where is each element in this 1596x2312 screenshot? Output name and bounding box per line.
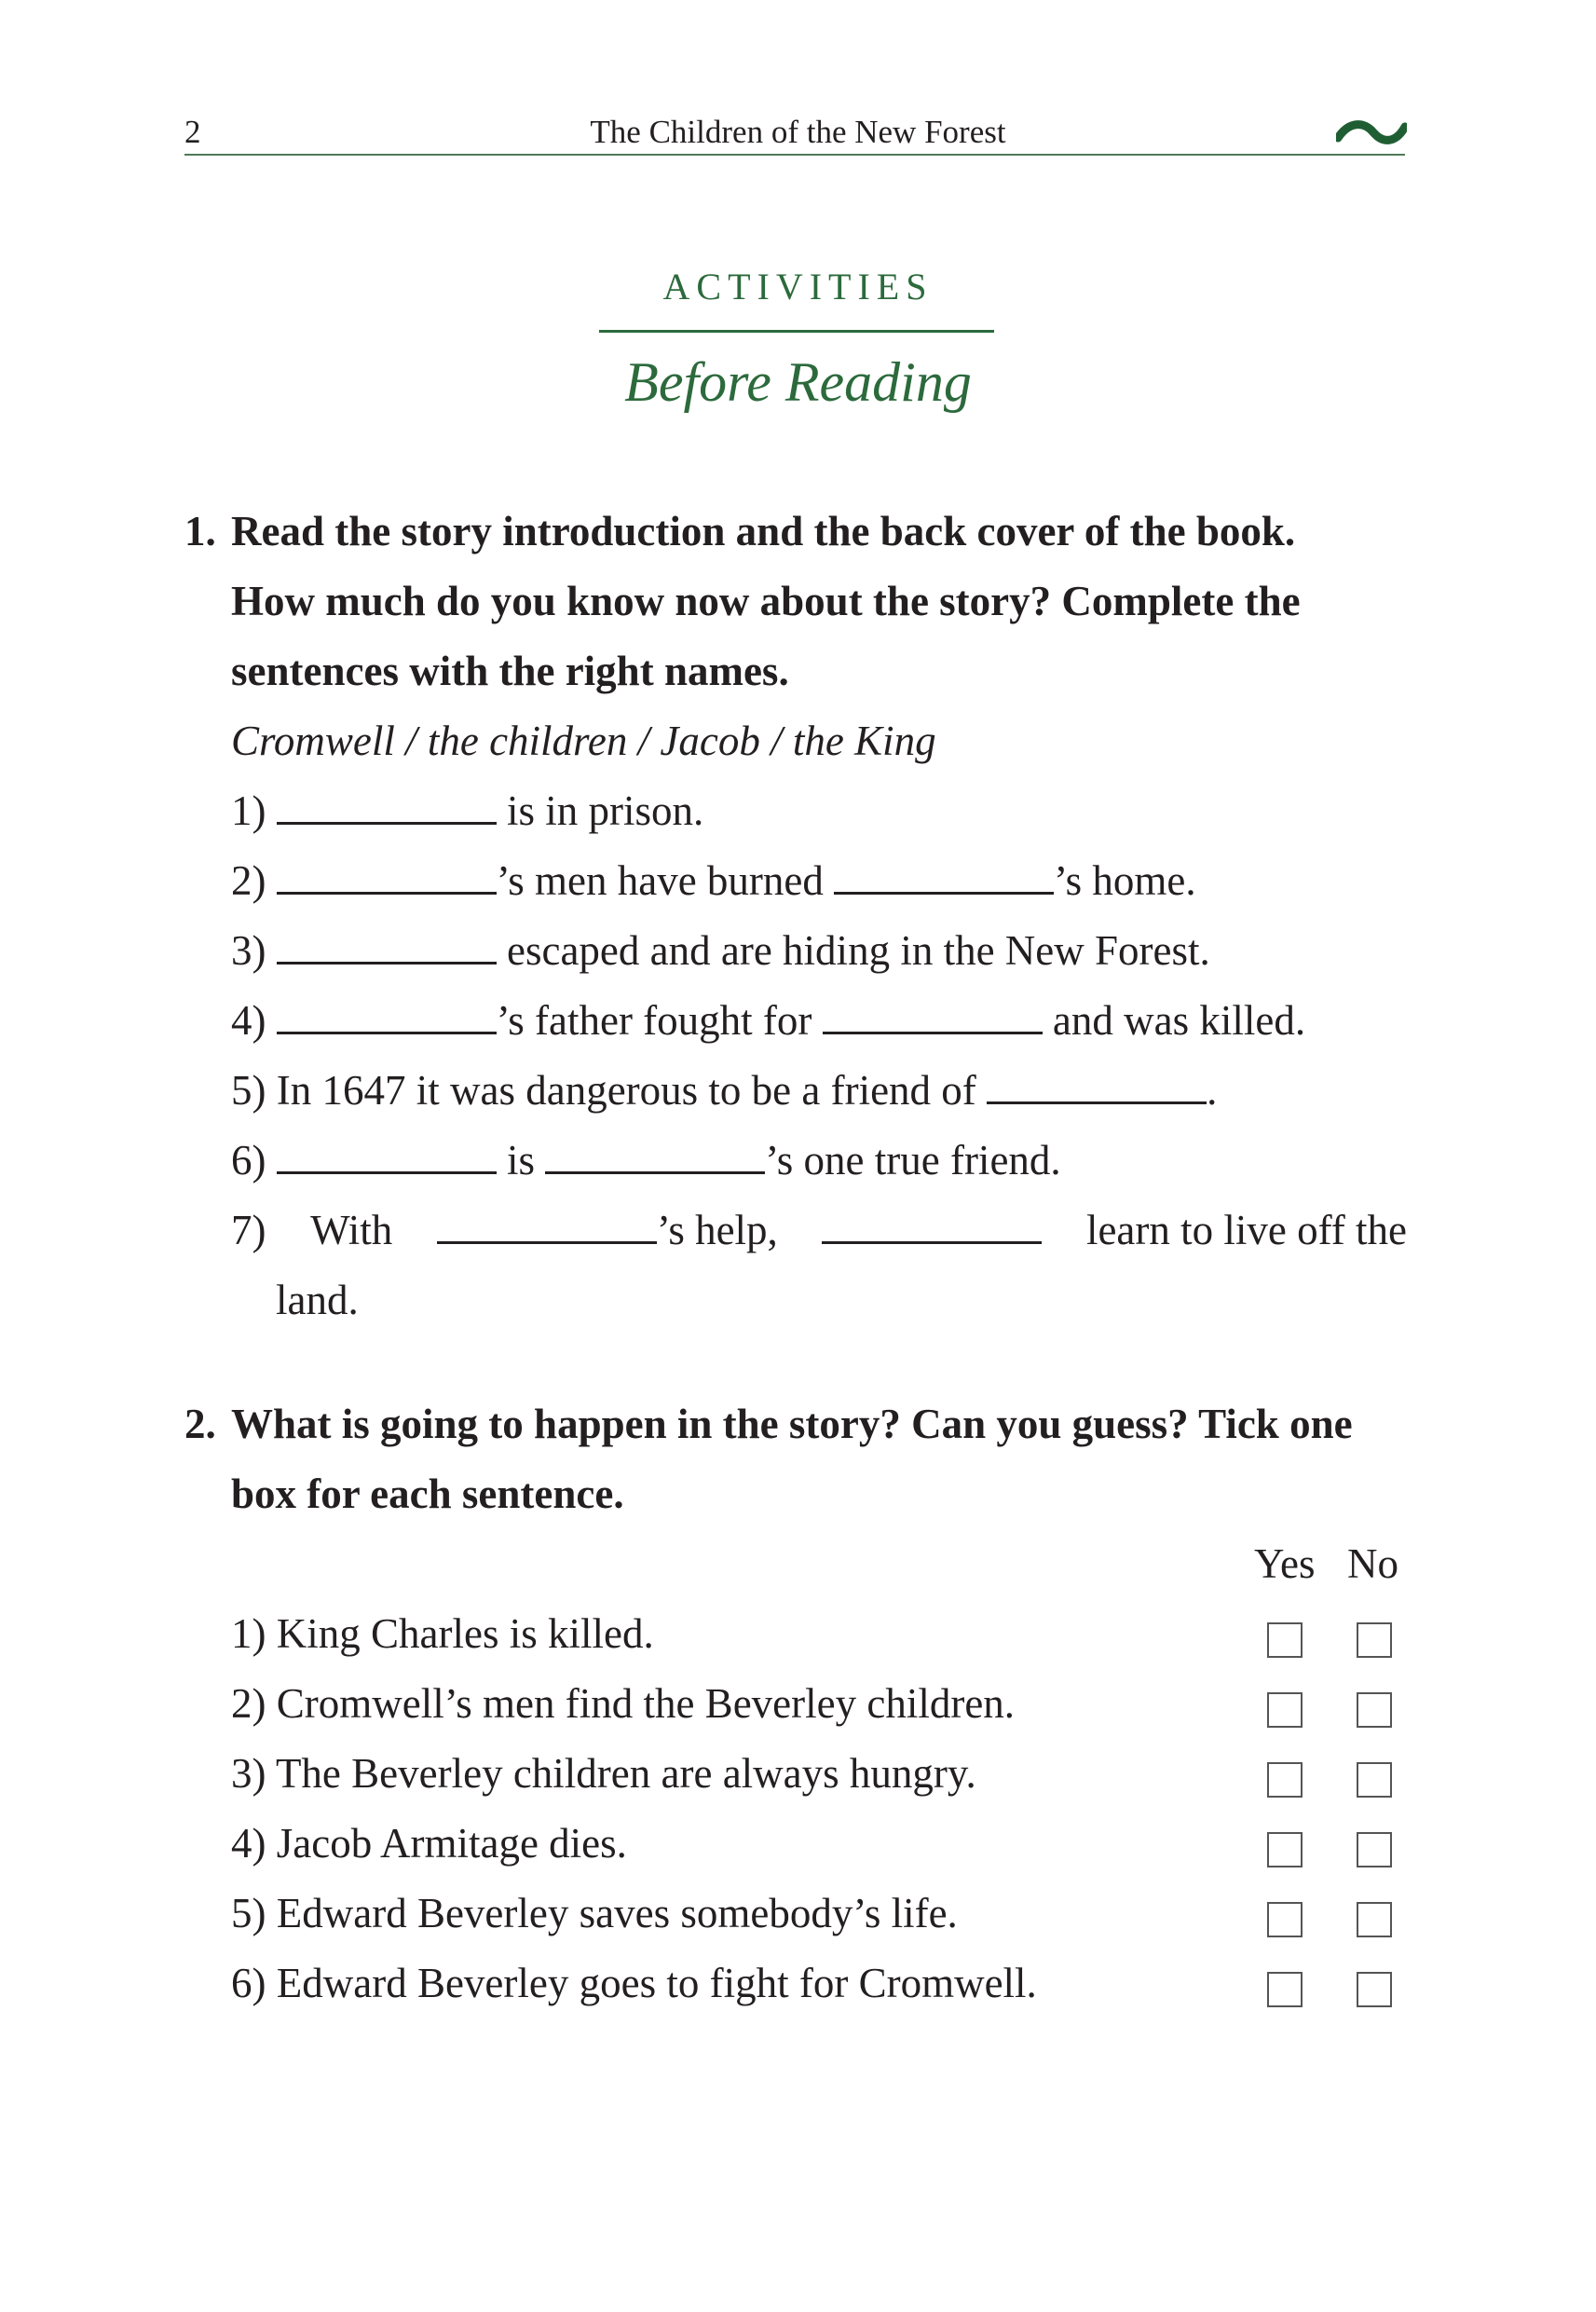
section-title: Before Reading	[624, 351, 972, 413]
item-number: 4)	[231, 1820, 266, 1867]
question-1-line-2: How much do you know now about the story? Complete the	[231, 578, 1301, 624]
answer-blank[interactable]	[277, 996, 497, 1034]
section-rule	[599, 330, 994, 333]
q1-item-3	[231, 926, 1210, 975]
question-1-line-3: sentences with the right names.	[231, 648, 789, 694]
item-text: ’s father fought for	[496, 997, 812, 1044]
answer-blank[interactable]	[823, 996, 1043, 1034]
yes-checkbox[interactable]	[1267, 1692, 1303, 1728]
yes-checkbox[interactable]	[1267, 1622, 1303, 1658]
item-number: 3)	[231, 927, 266, 974]
q1-item-7-continuation: land.	[276, 1277, 359, 1323]
item-number: 5)	[231, 1067, 266, 1114]
q1-item-2	[231, 856, 1196, 905]
item-number: 4)	[231, 997, 266, 1044]
q1-item-5	[231, 1066, 1217, 1115]
item-number: 2)	[231, 857, 266, 904]
yes-checkbox[interactable]	[1267, 1972, 1303, 2007]
item-number: 1)	[231, 787, 266, 834]
item-text: Jacob Armitage dies.	[276, 1820, 627, 1867]
item-text: The Beverley children are always hungry.	[275, 1750, 976, 1797]
tick-item	[231, 1679, 1015, 1728]
answer-blank[interactable]	[277, 926, 497, 964]
no-checkbox[interactable]	[1357, 1762, 1392, 1798]
no-checkbox[interactable]	[1357, 1692, 1392, 1728]
item-number: 7)	[231, 1207, 266, 1253]
item-text: Edward Beverley saves somebody’s life.	[276, 1890, 958, 1936]
item-text: ’s one true friend.	[765, 1137, 1061, 1183]
yes-checkbox[interactable]	[1267, 1762, 1303, 1798]
item-text: .	[1207, 1067, 1218, 1114]
header-rule	[184, 154, 1405, 156]
item-number: 6)	[231, 1960, 266, 2006]
item-text: is in prison.	[507, 787, 704, 834]
tick-item	[231, 1819, 627, 1867]
yes-column-label: Yes	[1254, 1540, 1316, 1587]
q1-item-7	[231, 1206, 1407, 1254]
name-options: Cromwell / the children / Jacob / the King	[231, 718, 936, 764]
question-1-number: 1.	[184, 508, 216, 554]
tilde-ornament-icon	[1336, 117, 1407, 149]
answer-blank[interactable]	[277, 1136, 497, 1174]
item-text: ’s help,	[656, 1207, 778, 1253]
q1-item-6	[231, 1136, 1061, 1184]
item-text: In 1647 it was dangerous to be a friend of	[276, 1067, 976, 1114]
tick-item	[231, 1609, 654, 1658]
answer-blank[interactable]	[987, 1066, 1207, 1104]
no-checkbox[interactable]	[1357, 1832, 1392, 1867]
item-text: With	[310, 1207, 393, 1253]
item-number: 1)	[231, 1610, 266, 1657]
yes-checkbox[interactable]	[1267, 1832, 1303, 1867]
running-header-title: The Children of the New Forest	[590, 114, 1006, 150]
item-text: escaped and are hiding in the New Forest.	[507, 927, 1210, 974]
item-text: and was killed.	[1052, 997, 1306, 1044]
item-text: Cromwell’s men find the Beverley children.	[276, 1680, 1016, 1727]
tick-item	[231, 1959, 1037, 2007]
item-text: King Charles is killed.	[276, 1610, 654, 1657]
no-checkbox[interactable]	[1357, 1622, 1392, 1658]
no-column-label: No	[1347, 1540, 1398, 1587]
question-1-line-1: Read the story introduction and the back cover of the book.	[231, 508, 1296, 554]
item-number: 6)	[231, 1137, 266, 1183]
item-text: is	[507, 1137, 536, 1183]
no-checkbox[interactable]	[1357, 1972, 1392, 2007]
item-text: ’s men have burned	[496, 857, 824, 904]
item-text: Edward Beverley goes to fight for Cromwell.	[276, 1960, 1037, 2006]
question-2-number: 2.	[184, 1401, 216, 1447]
question-2-line-1: What is going to happen in the story? Can you guess? Tick one	[231, 1401, 1353, 1447]
item-text: learn to live off the	[1085, 1207, 1407, 1253]
tick-item	[231, 1749, 976, 1798]
item-number: 5)	[231, 1890, 266, 1936]
page-number: 2	[184, 114, 201, 150]
answer-blank[interactable]	[437, 1206, 657, 1244]
item-text: ’s home.	[1054, 857, 1196, 904]
answer-blank[interactable]	[277, 787, 497, 825]
answer-blank[interactable]	[834, 856, 1054, 895]
item-number: 2)	[231, 1680, 266, 1727]
item-number: 3)	[231, 1750, 266, 1797]
answer-blank[interactable]	[277, 856, 497, 895]
q1-item-4	[231, 996, 1305, 1045]
tick-item	[231, 1889, 958, 1937]
answer-blank[interactable]	[545, 1136, 765, 1174]
question-2-line-2: box for each sentence.	[231, 1471, 624, 1517]
no-checkbox[interactable]	[1357, 1902, 1392, 1937]
q1-item-1	[231, 787, 703, 835]
section-label: ACTIVITIES	[662, 266, 934, 308]
answer-blank[interactable]	[822, 1206, 1042, 1244]
yes-checkbox[interactable]	[1267, 1902, 1303, 1937]
